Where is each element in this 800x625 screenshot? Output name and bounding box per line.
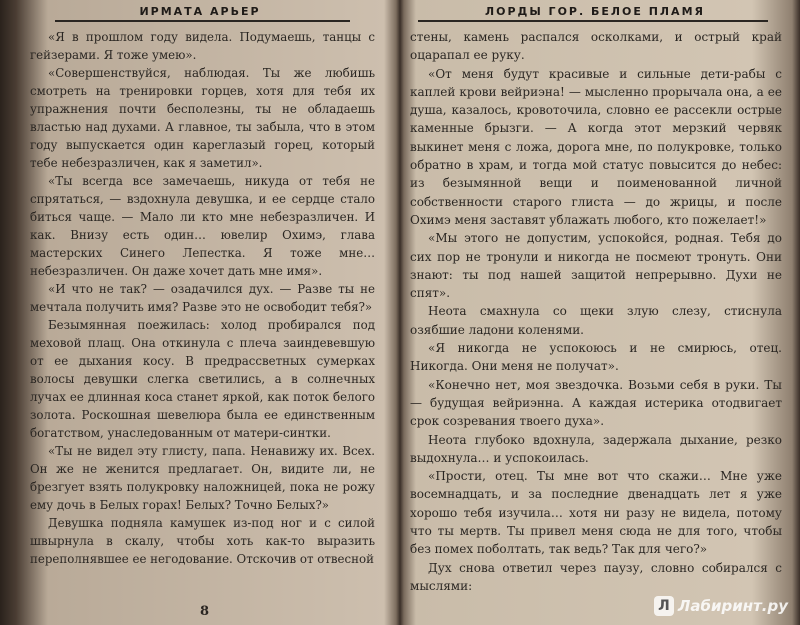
paragraph: «Конечно нет, моя звездочка. Возьми себя в руки. Ты — будущая вейриэнна. А каждая истерика отодвигает срок созревания твоего духа». <box>410 377 782 429</box>
paragraph: Девушка подняла камушек из-под ног и с силой швырнула в скалу, чтобы хоть как-то выразить переполнявшее ее негодование. Отскочив от отвесной <box>30 516 375 566</box>
left-page <box>30 0 375 625</box>
paragraph: Неота смахнула со щеки злую слезу, стиснула озябшие ладони коленями. <box>410 304 782 337</box>
left-page-header: ИРМАТА АРЬЕР <box>139 5 261 18</box>
paragraph: «Прости, отец. Ты мне вот что скажи… Мне уже восемнадцать, и за последние двенадцать лет я уже хорошо тебя изучила… хотя ни разу не видела, потому что ты мертв. Ты привел меня сюда не для того, чтобы без помех поболтать, так ведь? Так для чего?» <box>410 469 782 557</box>
watermark-text: Лабиринт.ру <box>677 597 788 615</box>
paragraph: «Я в прошлом году видела. Подумаешь, танцы с гейзерами. Я тоже умею». <box>30 30 375 62</box>
paragraph: стены, камень распался осколками, и острый край оцарапал ее руку. <box>410 30 782 63</box>
paragraph: «От меня будут красивые и сильные дети-рабы с каплей крови вейриэна! — мысленно прорычала она, а ее душа, казалось, кровоточила, словно ее рассекли острые каменные брызги. — А когда этот мерзкий червяк выкинет меня с ложа, дорога мне, по полукровке, только обратно в храм, и тогда мой статус повысится до небес: из безымянной вещи и поименованной личной собственности старого глиста — до жрицы, и после Охимэ меня заставят ублажать любого, кто пожелает!» <box>410 66 782 227</box>
right-page-text <box>410 28 782 595</box>
paragraph: Неота глубоко вдохнула, задержала дыхание, резко выдохнула… и успокоилась. <box>410 432 782 465</box>
page-number: 8 <box>200 604 210 619</box>
site-watermark <box>654 596 788 616</box>
paragraph: Безымянная поежилась: холод пробирался под меховой плащ. Она откинула с плеча заиндевевшую от ее дыхания косу. В предрассветных сумерках волосы девушки слегка светились, а в солнечных лучах ее длинная коса станет яркой, как поток белого золота. Роскошная шевелюра была ее единственным богатством, унаследованным от матери-синтки. <box>30 318 375 440</box>
paragraph: «Мы этого не допустим, успокойся, родная. Тебя до сих пор не тронули и никогда не посмеют тронуть. Они знают: ты под нашей защитой непрерывно. Духи не спят». <box>410 231 782 301</box>
paragraph: «Я никогда не успокоюсь и не смирюсь, отец. Никогда. Они меня не получат». <box>410 341 782 374</box>
paragraph: Дух снова ответил через паузу, словно собирался с мыслями: <box>410 560 782 593</box>
header-rule <box>55 20 350 22</box>
right-page-header: ЛОРДЫ ГОР. БЕЛОЕ ПЛАМЯ <box>484 5 705 18</box>
header-rule <box>418 20 768 22</box>
paragraph: «Ты не видел эту глисту, папа. Ненавижу их. Всех. Он же не женится предлагает. Он, видите ли, не брезгует взять полукровку наложницей, пока не рожу ему дочь в Белых горах! Белых? Точно Белых?» <box>30 444 375 512</box>
paragraph: «Совершенствуйся, наблюдая. Ты же любишь смотреть на тренировки горцев, хотя для тебя их упражнения почти бесполезны, ты не обладаешь властью над духами. А главное, ты забыла, что в этом году выпускается один кареглазый горец, который тебе небезразличен, как я заметил». <box>30 66 375 170</box>
paragraph: «И что не так? — озадачился дух. — Разве ты не мечтала получить имя? Разве это не освободит тебя?» <box>30 282 375 314</box>
paragraph: «Ты всегда все замечаешь, никуда от тебя не спрятаться, — вздохнула девушка, и ее сердце стало биться чаще. — Мало ли кто мне небезразличен. И как. Внизу есть один… ювелир Охимэ, глава мастерских Синего Лепестка. Я тоже мне… небезразличен. Он даже хочет дать мне имя». <box>30 174 375 278</box>
left-page-text <box>30 28 375 568</box>
labirint-logo-icon: Л <box>654 596 674 616</box>
right-page <box>410 0 782 625</box>
